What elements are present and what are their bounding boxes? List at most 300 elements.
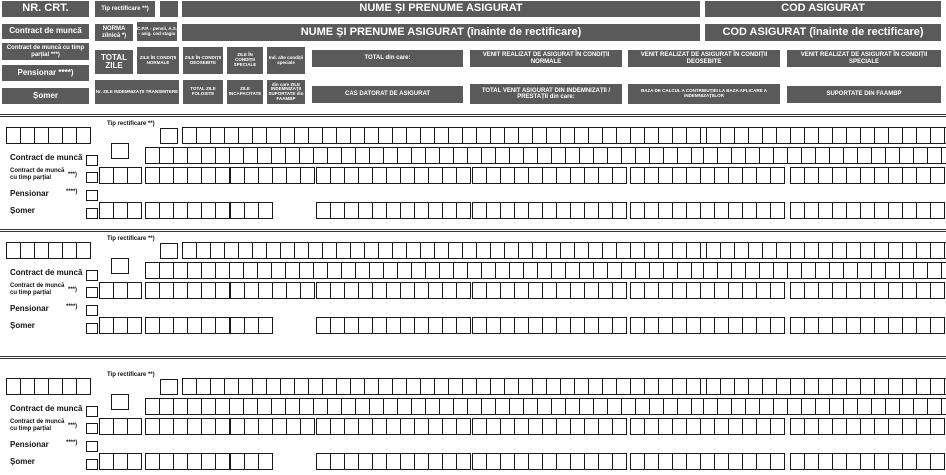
nume-prenume-field[interactable]: [182, 242, 715, 259]
venit-deosebite-field[interactable]: [630, 167, 785, 184]
input-cell[interactable]: [585, 453, 599, 470]
zile-folosite-field[interactable]: [145, 202, 188, 219]
input-cell[interactable]: [174, 167, 188, 184]
input-cell[interactable]: [557, 317, 571, 334]
input-cell[interactable]: [342, 147, 356, 164]
input-cell[interactable]: [589, 378, 603, 395]
input-cell[interactable]: [468, 398, 482, 415]
input-cell[interactable]: [328, 147, 342, 164]
input-cell[interactable]: [114, 453, 128, 470]
input-cell[interactable]: [757, 282, 771, 299]
zile-folosite-field[interactable]: [145, 453, 188, 470]
input-cell[interactable]: [673, 378, 687, 395]
input-cell[interactable]: [805, 167, 819, 184]
input-cell[interactable]: [99, 453, 114, 470]
total-venit-indemnizatii-field[interactable]: [472, 317, 627, 334]
input-cell[interactable]: [426, 398, 440, 415]
input-cell[interactable]: [931, 453, 945, 470]
input-cell[interactable]: [844, 398, 858, 415]
input-cell[interactable]: [613, 282, 627, 299]
input-cell[interactable]: [790, 202, 805, 219]
input-cell[interactable]: [216, 167, 230, 184]
input-cell[interactable]: [903, 202, 917, 219]
input-cell[interactable]: [650, 398, 664, 415]
input-cell[interactable]: [501, 418, 515, 435]
input-cell[interactable]: [903, 378, 917, 395]
input-cell[interactable]: [543, 282, 557, 299]
input-cell[interactable]: [802, 262, 816, 279]
input-cell[interactable]: [561, 378, 575, 395]
input-cell[interactable]: [415, 418, 429, 435]
cas-datorat-field[interactable]: [316, 202, 471, 219]
input-cell[interactable]: [160, 262, 174, 279]
input-cell[interactable]: [715, 202, 729, 219]
cod-asigurat-field[interactable]: [706, 127, 946, 144]
total-venit-indemnizatii-field[interactable]: [472, 202, 627, 219]
input-cell[interactable]: [145, 262, 160, 279]
zile-incapacitate-field[interactable]: [187, 317, 230, 334]
input-cell[interactable]: [286, 262, 300, 279]
input-cell[interactable]: [373, 453, 387, 470]
input-cell[interactable]: [379, 127, 393, 144]
input-cell[interactable]: [805, 378, 819, 395]
input-cell[interactable]: [182, 127, 197, 144]
input-cell[interactable]: [861, 202, 875, 219]
input-cell[interactable]: [889, 453, 903, 470]
input-cell[interactable]: [457, 282, 471, 299]
input-cell[interactable]: [259, 317, 273, 334]
input-cell[interactable]: [449, 242, 463, 259]
input-cell[interactable]: [889, 202, 903, 219]
input-cell[interactable]: [914, 398, 928, 415]
input-cell[interactable]: [566, 398, 580, 415]
input-cell[interactable]: [188, 398, 202, 415]
input-cell[interactable]: [805, 282, 819, 299]
input-cell[interactable]: [585, 317, 599, 334]
input-cell[interactable]: [819, 127, 833, 144]
input-cell[interactable]: [819, 242, 833, 259]
input-cell[interactable]: [631, 378, 645, 395]
input-cell[interactable]: [561, 242, 575, 259]
input-cell[interactable]: [496, 147, 510, 164]
input-cell[interactable]: [636, 398, 650, 415]
input-cell[interactable]: [216, 147, 230, 164]
input-cell[interactable]: [833, 317, 847, 334]
input-cell[interactable]: [501, 282, 515, 299]
input-cell[interactable]: [942, 398, 946, 415]
input-cell[interactable]: [429, 317, 443, 334]
input-cell[interactable]: [316, 167, 331, 184]
input-cell[interactable]: [211, 378, 225, 395]
input-cell[interactable]: [774, 147, 788, 164]
input-cell[interactable]: [917, 127, 931, 144]
input-cell[interactable]: [659, 282, 673, 299]
input-cell[interactable]: [673, 242, 687, 259]
input-cell[interactable]: [886, 147, 900, 164]
cod-asigurat-before-field[interactable]: [703, 262, 946, 279]
input-cell[interactable]: [659, 127, 673, 144]
input-cell[interactable]: [557, 453, 571, 470]
venit-normale-field[interactable]: [472, 282, 627, 299]
contract-munca-checkbox[interactable]: [86, 155, 98, 166]
input-cell[interactable]: [463, 127, 477, 144]
input-cell[interactable]: [701, 317, 715, 334]
input-cell[interactable]: [267, 127, 281, 144]
input-cell[interactable]: [216, 418, 230, 435]
input-cell[interactable]: [281, 242, 295, 259]
input-cell[interactable]: [379, 378, 393, 395]
input-cell[interactable]: [819, 418, 833, 435]
input-cell[interactable]: [760, 262, 774, 279]
input-cell[interactable]: [49, 378, 63, 395]
input-cell[interactable]: [678, 147, 692, 164]
input-cell[interactable]: [245, 282, 259, 299]
input-cell[interactable]: [295, 242, 309, 259]
input-cell[interactable]: [323, 378, 337, 395]
input-cell[interactable]: [128, 202, 142, 219]
input-cell[interactable]: [182, 242, 197, 259]
input-cell[interactable]: [757, 453, 771, 470]
input-cell[interactable]: [412, 262, 426, 279]
input-cell[interactable]: [412, 398, 426, 415]
input-cell[interactable]: [687, 453, 701, 470]
input-cell[interactable]: [316, 418, 331, 435]
input-cell[interactable]: [316, 282, 331, 299]
input-cell[interactable]: [917, 317, 931, 334]
input-cell[interactable]: [188, 262, 202, 279]
input-cell[interactable]: [599, 202, 613, 219]
input-cell[interactable]: [771, 282, 785, 299]
zile-faambp-field[interactable]: [230, 317, 273, 334]
input-cell[interactable]: [805, 453, 819, 470]
input-cell[interactable]: [645, 317, 659, 334]
input-cell[interactable]: [603, 378, 617, 395]
input-cell[interactable]: [365, 127, 379, 144]
input-cell[interactable]: [701, 418, 715, 435]
input-cell[interactable]: [225, 127, 239, 144]
input-cell[interactable]: [337, 242, 351, 259]
input-cell[interactable]: [524, 398, 538, 415]
input-cell[interactable]: [202, 398, 216, 415]
input-cell[interactable]: [328, 262, 342, 279]
zile-speciale-field[interactable]: [230, 167, 273, 184]
input-cell[interactable]: [6, 242, 21, 259]
input-cell[interactable]: [421, 378, 435, 395]
input-cell[interactable]: [819, 317, 833, 334]
zile-faambp-field[interactable]: [230, 453, 273, 470]
input-cell[interactable]: [379, 242, 393, 259]
input-cell[interactable]: [847, 282, 861, 299]
venit-deosebite-field[interactable]: [630, 282, 785, 299]
zile-indemnizatii-field[interactable]: [99, 453, 142, 470]
input-cell[interactable]: [903, 282, 917, 299]
input-cell[interactable]: [287, 282, 301, 299]
input-cell[interactable]: [706, 127, 721, 144]
input-cell[interactable]: [791, 242, 805, 259]
input-cell[interactable]: [543, 167, 557, 184]
input-cell[interactable]: [314, 262, 328, 279]
input-cell[interactable]: [861, 317, 875, 334]
input-cell[interactable]: [631, 127, 645, 144]
input-cell[interactable]: [515, 167, 529, 184]
input-cell[interactable]: [875, 418, 889, 435]
input-cell[interactable]: [571, 282, 585, 299]
input-cell[interactable]: [673, 167, 687, 184]
input-cell[interactable]: [552, 398, 566, 415]
input-cell[interactable]: [393, 378, 407, 395]
zile-folosite-field[interactable]: [145, 317, 188, 334]
input-cell[interactable]: [547, 378, 561, 395]
input-cell[interactable]: [830, 262, 844, 279]
input-cell[interactable]: [145, 147, 160, 164]
input-cell[interactable]: [258, 262, 272, 279]
input-cell[interactable]: [585, 167, 599, 184]
input-cell[interactable]: [687, 242, 701, 259]
input-cell[interactable]: [295, 378, 309, 395]
input-cell[interactable]: [858, 262, 872, 279]
input-cell[interactable]: [259, 418, 273, 435]
input-cell[interactable]: [903, 453, 917, 470]
input-cell[interactable]: [443, 418, 457, 435]
input-cell[interactable]: [715, 167, 729, 184]
input-cell[interactable]: [384, 398, 398, 415]
input-cell[interactable]: [774, 262, 788, 279]
input-cell[interactable]: [524, 147, 538, 164]
zile-incapacitate-field[interactable]: [187, 202, 230, 219]
input-cell[interactable]: [443, 167, 457, 184]
input-cell[interactable]: [599, 282, 613, 299]
input-cell[interactable]: [259, 453, 273, 470]
input-cell[interactable]: [300, 147, 314, 164]
zile-alte-field[interactable]: [272, 167, 315, 184]
input-cell[interactable]: [580, 398, 594, 415]
input-cell[interactable]: [407, 378, 421, 395]
input-cell[interactable]: [589, 242, 603, 259]
input-cell[interactable]: [429, 167, 443, 184]
input-cell[interactable]: [401, 202, 415, 219]
input-cell[interactable]: [599, 167, 613, 184]
input-cell[interactable]: [715, 453, 729, 470]
input-cell[interactable]: [760, 147, 774, 164]
input-cell[interactable]: [202, 317, 216, 334]
input-cell[interactable]: [345, 282, 359, 299]
input-cell[interactable]: [63, 127, 77, 144]
input-cell[interactable]: [496, 262, 510, 279]
tip-rectificare-checkbox[interactable]: [160, 128, 178, 144]
input-cell[interactable]: [272, 398, 286, 415]
input-cell[interactable]: [188, 147, 202, 164]
input-cell[interactable]: [314, 398, 328, 415]
input-cell[interactable]: [482, 147, 496, 164]
venit-speciale-field[interactable]: [790, 418, 945, 435]
norma-zilnica-checkbox[interactable]: [111, 143, 129, 159]
input-cell[interactable]: [187, 202, 202, 219]
input-cell[interactable]: [501, 167, 515, 184]
input-cell[interactable]: [645, 127, 659, 144]
input-cell[interactable]: [515, 418, 529, 435]
contract-munca-checkbox[interactable]: [86, 270, 98, 281]
input-cell[interactable]: [687, 167, 701, 184]
input-cell[interactable]: [805, 242, 819, 259]
input-cell[interactable]: [491, 242, 505, 259]
zile-normale-field[interactable]: [145, 418, 188, 435]
input-cell[interactable]: [729, 167, 743, 184]
input-cell[interactable]: [515, 202, 529, 219]
input-cell[interactable]: [790, 282, 805, 299]
input-cell[interactable]: [585, 202, 599, 219]
input-cell[interactable]: [802, 147, 816, 164]
input-cell[interactable]: [230, 147, 244, 164]
suportate-faambp-field[interactable]: [790, 202, 945, 219]
input-cell[interactable]: [398, 147, 412, 164]
input-cell[interactable]: [805, 317, 819, 334]
input-cell[interactable]: [917, 167, 931, 184]
input-cell[interactable]: [732, 147, 746, 164]
pensionar-checkbox[interactable]: [86, 190, 98, 201]
input-cell[interactable]: [114, 202, 128, 219]
input-cell[interactable]: [543, 317, 557, 334]
input-cell[interactable]: [875, 127, 889, 144]
input-cell[interactable]: [749, 378, 763, 395]
input-cell[interactable]: [316, 317, 331, 334]
input-cell[interactable]: [359, 282, 373, 299]
contract-timp-partial-checkbox[interactable]: [86, 172, 98, 183]
input-cell[interactable]: [833, 378, 847, 395]
input-cell[interactable]: [457, 317, 471, 334]
nr-crt-field[interactable]: [6, 127, 91, 144]
input-cell[interactable]: [552, 262, 566, 279]
input-cell[interactable]: [77, 378, 91, 395]
input-cell[interactable]: [286, 398, 300, 415]
input-cell[interactable]: [757, 317, 771, 334]
input-cell[interactable]: [435, 127, 449, 144]
input-cell[interactable]: [630, 282, 645, 299]
input-cell[interactable]: [917, 378, 931, 395]
input-cell[interactable]: [833, 418, 847, 435]
input-cell[interactable]: [664, 398, 678, 415]
zile-incapacitate-field[interactable]: [187, 453, 230, 470]
input-cell[interactable]: [844, 262, 858, 279]
zile-speciale-field[interactable]: [230, 418, 273, 435]
input-cell[interactable]: [407, 127, 421, 144]
input-cell[interactable]: [519, 242, 533, 259]
input-cell[interactable]: [743, 282, 757, 299]
input-cell[interactable]: [401, 167, 415, 184]
input-cell[interactable]: [715, 418, 729, 435]
input-cell[interactable]: [805, 418, 819, 435]
input-cell[interactable]: [370, 262, 384, 279]
input-cell[interactable]: [429, 202, 443, 219]
input-cell[interactable]: [547, 242, 561, 259]
input-cell[interactable]: [931, 127, 945, 144]
input-cell[interactable]: [365, 378, 379, 395]
input-cell[interactable]: [145, 418, 160, 435]
input-cell[interactable]: [687, 282, 701, 299]
input-cell[interactable]: [903, 317, 917, 334]
input-cell[interactable]: [429, 282, 443, 299]
input-cell[interactable]: [538, 147, 552, 164]
input-cell[interactable]: [301, 282, 315, 299]
baza-calcul-field[interactable]: [630, 202, 785, 219]
input-cell[interactable]: [114, 282, 128, 299]
input-cell[interactable]: [429, 418, 443, 435]
input-cell[interactable]: [505, 378, 519, 395]
input-cell[interactable]: [903, 127, 917, 144]
input-cell[interactable]: [729, 282, 743, 299]
input-cell[interactable]: [777, 378, 791, 395]
input-cell[interactable]: [847, 418, 861, 435]
input-cell[interactable]: [571, 317, 585, 334]
input-cell[interactable]: [309, 242, 323, 259]
input-cell[interactable]: [875, 282, 889, 299]
input-cell[interactable]: [331, 282, 345, 299]
input-cell[interactable]: [323, 127, 337, 144]
input-cell[interactable]: [272, 147, 286, 164]
input-cell[interactable]: [351, 127, 365, 144]
input-cell[interactable]: [589, 127, 603, 144]
input-cell[interactable]: [468, 262, 482, 279]
input-cell[interactable]: [757, 167, 771, 184]
input-cell[interactable]: [861, 127, 875, 144]
input-cell[interactable]: [187, 453, 202, 470]
input-cell[interactable]: [197, 378, 211, 395]
input-cell[interactable]: [819, 378, 833, 395]
input-cell[interactable]: [415, 453, 429, 470]
input-cell[interactable]: [630, 418, 645, 435]
nr-crt-field[interactable]: [6, 242, 91, 259]
venit-speciale-field[interactable]: [790, 282, 945, 299]
input-cell[interactable]: [174, 147, 188, 164]
input-cell[interactable]: [673, 127, 687, 144]
input-cell[interactable]: [533, 127, 547, 144]
input-cell[interactable]: [345, 167, 359, 184]
input-cell[interactable]: [659, 167, 673, 184]
input-cell[interactable]: [160, 398, 174, 415]
cas-datorat-field[interactable]: [316, 317, 471, 334]
input-cell[interactable]: [128, 282, 142, 299]
input-cell[interactable]: [687, 378, 701, 395]
input-cell[interactable]: [99, 282, 114, 299]
input-cell[interactable]: [245, 167, 259, 184]
input-cell[interactable]: [345, 453, 359, 470]
input-cell[interactable]: [659, 242, 673, 259]
input-cell[interactable]: [721, 378, 735, 395]
input-cell[interactable]: [833, 242, 847, 259]
input-cell[interactable]: [202, 418, 216, 435]
input-cell[interactable]: [435, 378, 449, 395]
nume-prenume-field[interactable]: [182, 127, 715, 144]
input-cell[interactable]: [701, 282, 715, 299]
input-cell[interactable]: [833, 453, 847, 470]
total-zile-field[interactable]: [99, 167, 142, 184]
input-cell[interactable]: [571, 453, 585, 470]
input-cell[interactable]: [721, 242, 735, 259]
input-cell[interactable]: [718, 147, 732, 164]
input-cell[interactable]: [872, 398, 886, 415]
input-cell[interactable]: [174, 398, 188, 415]
suportate-faambp-field[interactable]: [790, 317, 945, 334]
input-cell[interactable]: [889, 418, 903, 435]
input-cell[interactable]: [174, 418, 188, 435]
input-cell[interactable]: [561, 127, 575, 144]
input-cell[interactable]: [415, 202, 429, 219]
input-cell[interactable]: [454, 262, 468, 279]
input-cell[interactable]: [701, 453, 715, 470]
input-cell[interactable]: [594, 147, 608, 164]
input-cell[interactable]: [230, 262, 244, 279]
input-cell[interactable]: [608, 147, 622, 164]
input-cell[interactable]: [239, 127, 253, 144]
